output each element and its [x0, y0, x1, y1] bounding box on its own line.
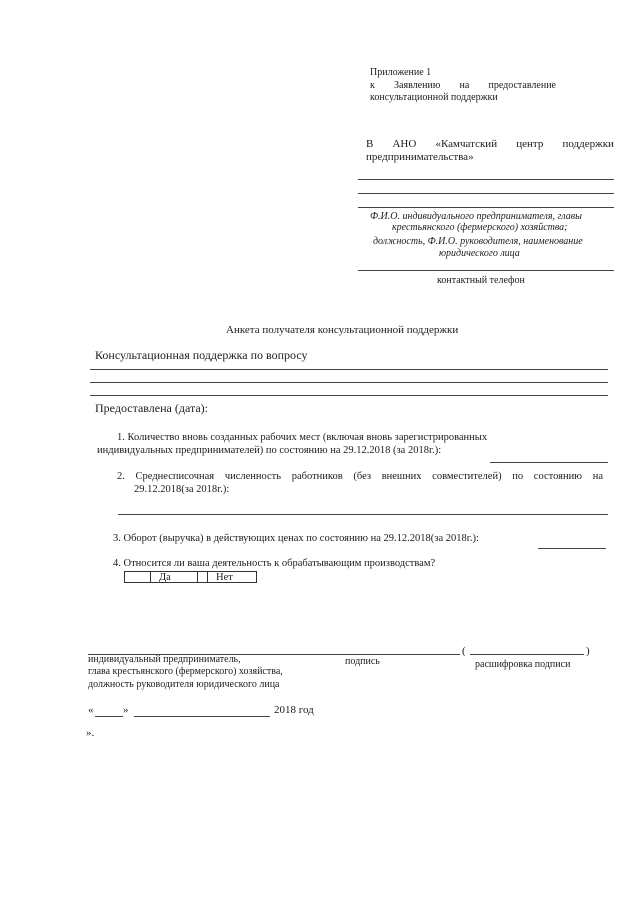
question-2-word: состоянию: [533, 471, 583, 482]
answer-mark-yes[interactable]: [125, 572, 151, 582]
provided-date-label: Предоставлена (дата):: [95, 401, 209, 415]
question-2-line2: 29.12.2018(за 2018г.):: [134, 484, 230, 495]
topic-line-3[interactable]: [90, 395, 608, 396]
topic-line-2[interactable]: [90, 382, 608, 383]
question-2-word: 2.: [117, 471, 125, 482]
applicant-line-2[interactable]: [358, 193, 614, 194]
position-line-1: индивидуальный предприниматель,: [88, 654, 241, 665]
decoding-line[interactable]: [470, 654, 584, 655]
date-year: 2018 год: [274, 704, 314, 716]
appendix-title: Приложение 1: [370, 67, 432, 78]
appendix-word: на: [459, 80, 470, 91]
addressee-word: поддержки: [562, 138, 614, 150]
date-quote-open: «: [88, 704, 94, 716]
signature-caption: подпись: [345, 656, 380, 667]
consultation-topic-label: Консультационная поддержка по вопросу: [95, 348, 308, 362]
applicant-caption-3: должность, Ф.И.О. руководителя, наименование: [373, 236, 583, 247]
question-2-answer-line[interactable]: [118, 514, 608, 515]
topic-line-1[interactable]: [90, 369, 608, 370]
appendix-word: Заявлению: [394, 80, 441, 91]
answer-option-no: Нет: [216, 572, 233, 583]
form-title: Анкета получателя консультационной поддержки: [226, 324, 459, 336]
appendix-word: к: [370, 80, 375, 91]
decoding-paren-close: ): [586, 645, 590, 657]
answer-options-table: [124, 571, 257, 583]
question-1-answer-line[interactable]: [490, 462, 608, 463]
footer-mark: ».: [86, 727, 95, 739]
answer-option-yes: Да: [151, 572, 198, 582]
addressee-line1: [366, 138, 614, 151]
decoding-paren-open: (: [462, 645, 466, 657]
date-month-line[interactable]: [134, 716, 270, 717]
addressee-word: «Камчатский: [435, 138, 498, 150]
question-2-word: Среднесписочная: [135, 471, 215, 482]
addressee-word: В: [366, 138, 374, 150]
applicant-caption-1: Ф.И.О. индивидуального предпринимателя, главы: [370, 211, 582, 222]
question-2-word: работников: [291, 471, 343, 482]
date-quote-close: »: [123, 704, 129, 716]
decoding-caption: расшифровка подписи: [475, 659, 571, 670]
position-line-2: глава крестьянского (фермерского) хозяйства,: [88, 666, 283, 677]
question-2-word: по: [512, 471, 524, 482]
applicant-line-3[interactable]: [358, 207, 614, 208]
question-2-word: совместителей): [432, 471, 502, 482]
question-1-line1: 1. Количество вновь созданных рабочих мест (включая вновь зарегистрированных: [117, 432, 488, 443]
applicant-line-1[interactable]: [358, 179, 614, 180]
answer-mark-no[interactable]: [198, 572, 208, 582]
appendix-reference: [370, 80, 556, 92]
question-2-word: на: [592, 471, 603, 482]
question-3-answer-line[interactable]: [538, 548, 606, 549]
question-2-word: численность: [224, 471, 282, 482]
addressee-word: центр: [516, 138, 544, 150]
addressee-word: АНО: [392, 138, 417, 150]
phone-caption: контактный телефон: [437, 275, 525, 286]
position-line-3: должность руководителя юридического лица: [88, 679, 280, 690]
question-2-word: (без: [353, 471, 372, 482]
question-2-word: внешних: [381, 471, 422, 482]
addressee-line2: предпринимательства»: [366, 151, 474, 163]
appendix-word: предоставление: [488, 80, 556, 91]
question-4-text: 4. Относится ли ваша деятельность к обрабатывающим производствам?: [113, 558, 436, 569]
date-day-line[interactable]: [95, 716, 123, 717]
question-3-text: 3. Оборот (выручка) в действующих ценах по состоянию на 29.12.2018(за 2018г.):: [113, 533, 479, 544]
applicant-caption-2: крестьянского (фермерского) хозяйства;: [392, 222, 568, 233]
applicant-caption-4: юридического лица: [439, 248, 520, 259]
phone-line[interactable]: [358, 270, 614, 271]
appendix-subject: консультационной поддержки: [370, 92, 498, 103]
question-1-line2: индивидуальных предпринимателей) по состоянию на 29.12.2018 (за 2018г.):: [97, 445, 442, 456]
question-2-line1: [117, 471, 603, 483]
